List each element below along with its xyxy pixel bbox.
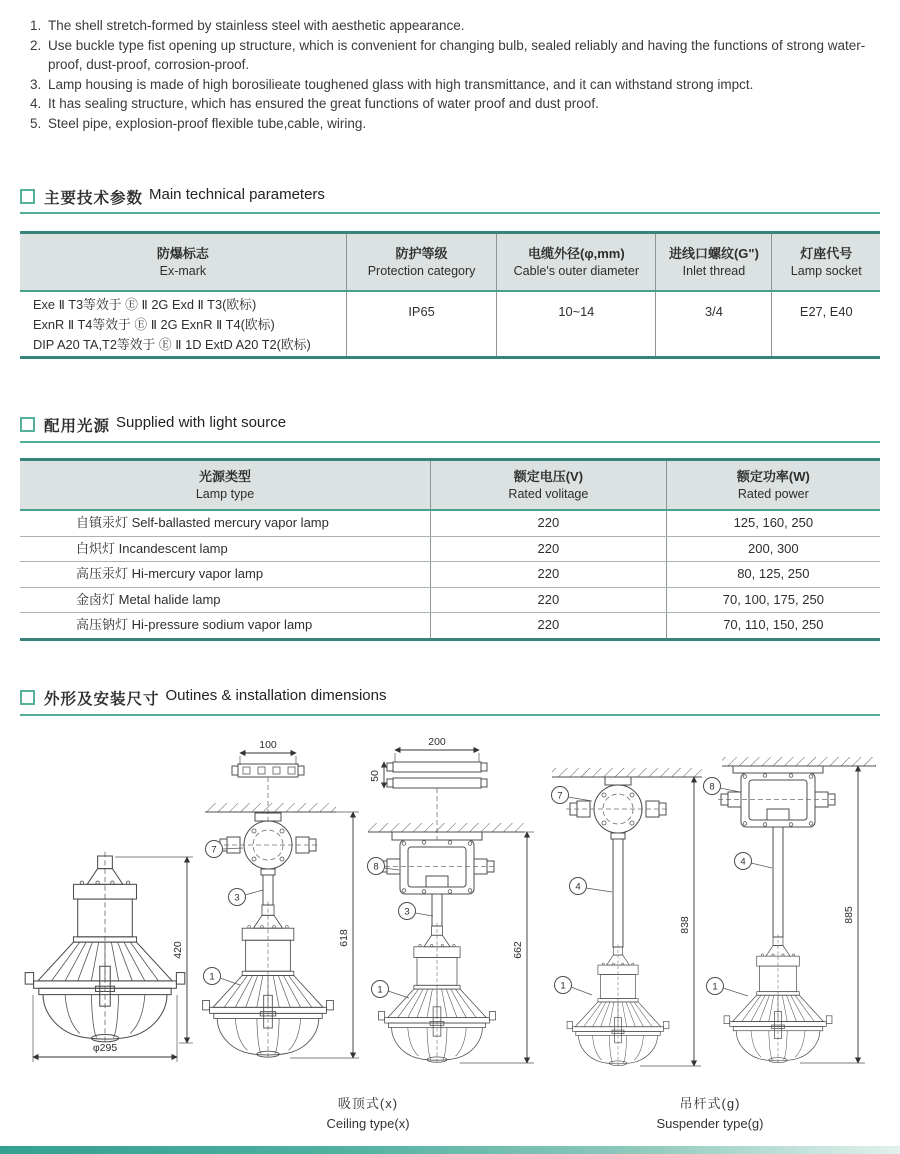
table-header-row [20,234,880,292]
inlet-thread-cell: 3/4 [656,292,772,356]
callout-4: 4 [575,881,581,893]
section-title-en: Supplied with light source [116,414,287,431]
feature-number: 1. [30,18,42,33]
power-cell: 200, 300 [748,540,799,556]
voltage-cell: 220 [431,562,667,587]
section-title-zh: 外形及安装尺寸 [44,691,160,708]
dim-200: 200 [428,736,446,748]
power-cell: 70, 100, 175, 250 [722,591,824,607]
table-row [20,292,880,356]
callout-1: 1 [209,971,215,983]
feature-number: 3. [30,76,42,92]
feature-item [30,114,882,134]
section-header-outline [20,687,386,709]
table-row [20,612,880,638]
voltage-cell: 220 [431,613,667,638]
dim-height-618: 618 [338,929,350,947]
column-header: 进线口螺纹(G") Inlet thread [656,234,772,290]
feature-text: It has sealing structure, which has ensured the great functions of water proof and dust proof. [48,96,599,111]
callout-1: 1 [377,984,383,996]
dim-diameter-295: φ295 [92,1042,118,1054]
callout-8: 8 [373,861,379,873]
feature-text: Lamp housing is made of high borosilieate toughened glass with high transmittance, and it can withstand strong impct. [48,76,754,92]
lamp-type-cell: 自镇汞灯 Self-ballasted mercury vapor lamp [20,511,431,536]
power-cell: 70, 110, 150, 250 [723,617,824,632]
section-rule [20,441,880,443]
section-title-zh: 配用光源 [44,418,111,435]
protection-cell: IP65 [347,292,498,356]
voltage-cell: 220 [431,537,667,562]
feature-number: 2. [30,37,42,53]
column-header: 防爆标志 Ex-mark [20,234,347,290]
callout-7: 7 [557,790,563,802]
lamp-socket-cell: E27, E40 [799,304,853,319]
dim-height-420: 420 [172,941,184,959]
callout-3: 3 [404,906,410,918]
callout-1: 1 [712,981,718,993]
section-rule [20,212,880,214]
feature-item [30,75,882,95]
callout-7: 7 [211,844,217,856]
cable-diameter-cell: 10~14 [497,292,656,356]
column-header: 电缆外径(φ,mm) Cable's outer diameter [497,234,656,290]
table-row [20,587,880,613]
section-header-light [20,414,286,436]
dim-100: 100 [259,739,277,751]
lamp-type-cell: 白炽灯 Incandescent lamp [20,537,431,562]
dim-height-662: 662 [512,941,524,959]
voltage-cell: 220 [431,511,667,536]
callout-3: 3 [234,892,240,904]
ex-mark-cell: Exe Ⅱ T3等效于 Ⓔ Ⅱ 2G Exd Ⅱ T3(欧标) ExnR Ⅱ T4等效于 Ⓔ Ⅱ 2G ExnR Ⅱ T4(欧标) DIP A20 TA,T2等效于 Ⓔ Ⅱ 1D ExtD A20 T2(欧标) [20,292,347,356]
footer-accent-bar [0,1146,900,1154]
drawing-suspender-type-rect-box [704,757,877,1063]
drawing-ceiling-type-round-box [203,739,359,1058]
power-cell: 80, 125, 250 [737,566,810,581]
section-title-en: Main technical parameters [149,186,325,203]
column-header: 光源类型 Lamp type [20,461,431,509]
callout-8: 8 [709,781,715,793]
callout-4: 4 [740,856,746,868]
callout-1: 1 [560,980,566,992]
feature-text: Steel pipe, explosion-proof flexible tube,cable, wiring. [48,115,367,131]
section-marker-icon [20,690,35,705]
table-row [20,561,880,587]
column-header: 灯座代号 Lamp socket [790,246,862,278]
feature-item [30,16,882,36]
feature-number: 5. [30,115,42,131]
ceiling-type-label: 吸顶式(x) Ceiling type(x) [326,1096,410,1131]
column-header: 防护等级 Protection category [347,234,498,290]
power-cell: 125, 160, 250 [733,515,814,530]
light-source-table [20,458,880,641]
section-marker-icon [20,417,35,432]
column-header: 额定电压(V) Rated volitage [431,461,667,509]
lamp-type-cell: 高压钠灯 Hi-pressure sodium vapor lamp [20,613,431,638]
table-row [20,511,880,536]
section-rule [20,714,880,716]
dim-height-885: 885 [843,906,855,924]
voltage-cell: 220 [431,588,667,613]
feature-list [30,16,882,133]
lamp-type-cell: 金卤灯 Metal halide lamp [20,588,431,613]
tech-parameters-table [20,231,880,359]
section-title-en: Outines & installation dimensions [165,687,387,704]
feature-text: The shell stretch-formed by stainless steel with aesthetic appearance. [48,18,465,33]
drawing-ceiling-type-rect-box [368,736,535,1063]
section-title-zh: 主要技术参数 [44,190,144,207]
drawing-suspender-type-round-box [552,768,703,1066]
feature-number: 4. [30,96,42,111]
dim-height-838: 838 [679,916,691,934]
feature-item [30,36,882,75]
table-header-row [20,461,880,511]
section-header-tech [20,186,325,208]
drawings-svg [0,728,900,1093]
table-row [20,536,880,562]
installation-drawings [0,728,900,1093]
lamp-type-cell: 高压汞灯 Hi-mercury vapor lamp [20,562,431,587]
column-header: 额定功率(W) Rated power [736,469,810,501]
section-marker-icon [20,189,35,204]
dim-50: 50 [369,770,381,782]
drawing-lamp-front-view [25,852,193,1062]
suspender-type-label: 吊杆式(g) Suspender type(g) [656,1096,764,1131]
feature-text: Use buckle type fist opening up structure, which is convenient for changing bulb, sealed reliably and having the functions of strong water-proof, dust-proof, corrosion-proof. [48,37,866,72]
feature-item [30,94,882,114]
